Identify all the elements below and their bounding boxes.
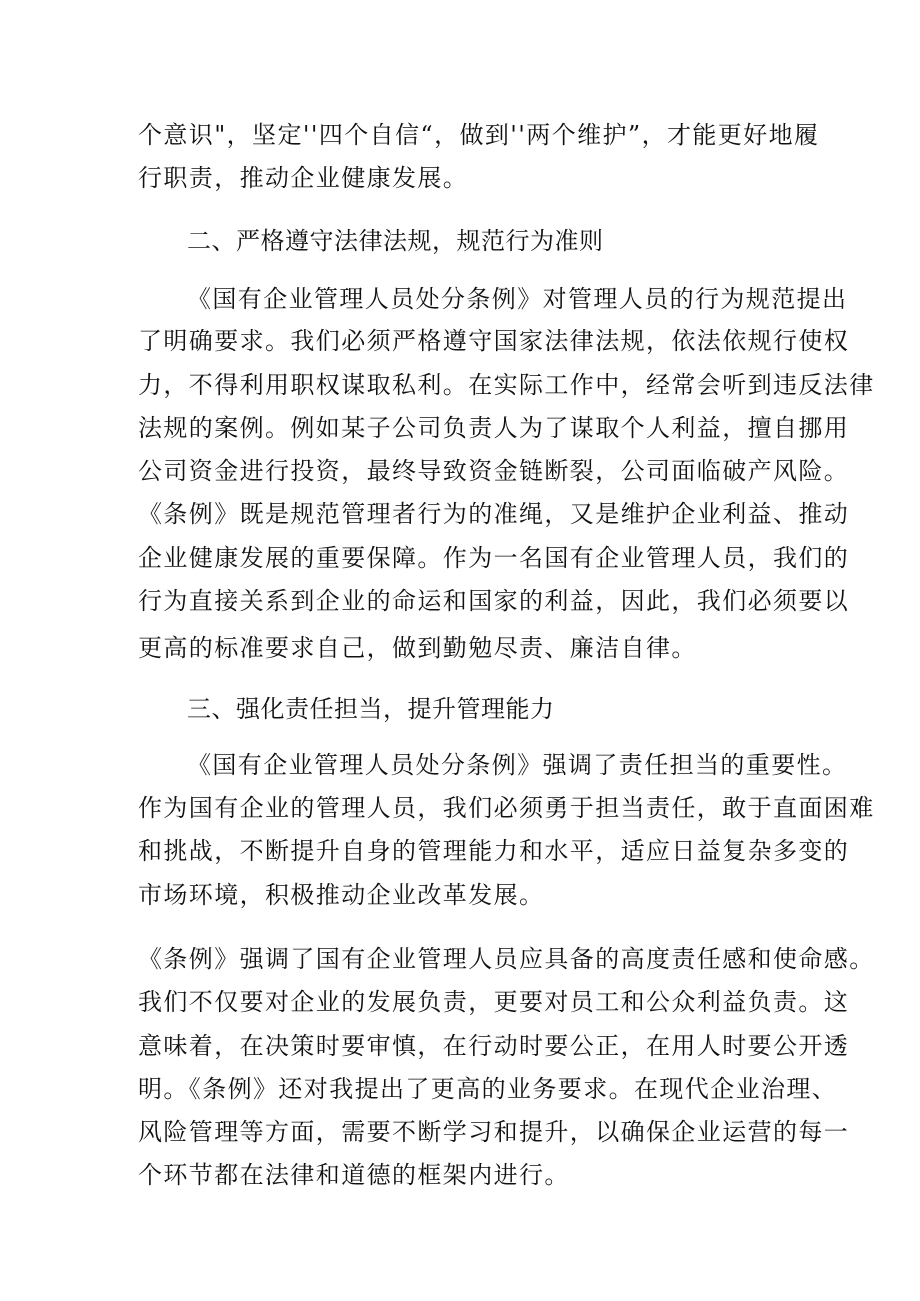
section-2-line-2: 了明确要求。我们必须严格遵守国家法律法规，依法依规行使权: [138, 327, 850, 355]
intro-line-2: 行职责，推动企业健康发展。: [138, 164, 469, 192]
section-3-heading: 三、强化责任担当，提升管理能力: [187, 695, 555, 723]
section-3-para2-line-6: 个环节都在法律和道德的框架内进行。: [138, 1161, 570, 1189]
section-3-para2-line-3: 意味着，在决策时要审慎，在行动时要公正，在用人时要公开透: [138, 1032, 850, 1060]
section-3-para1-line-3: 和挑战，不断提升自身的管理能力和水平，适应日益复杂多变的: [138, 837, 850, 865]
section-3-para2-line-4: 明。《条例》还对我提出了更高的业务要求。在现代企业治理、: [138, 1075, 838, 1103]
section-2-line-5: 公司资金进行投资，最终导致资金链断裂，公司面临破产风险。: [138, 457, 850, 485]
section-3-para1-line-4: 市场环境，积极推动企业改革发展。: [138, 881, 545, 909]
section-2-line-1: 《国有企业管理人员处分条例》对管理人员的行为规范提出: [187, 285, 848, 313]
section-2-line-7: 企业健康发展的重要保障。作为一名国有企业管理人员，我们的: [138, 544, 850, 572]
section-2-line-4: 法规的案例。例如某子公司负责人为了谋取个人利益，擅自挪用: [138, 414, 850, 442]
section-2-line-9: 更高的标准要求自己，做到勤勉尽责、廉洁自律。: [138, 634, 697, 662]
section-2-line-8: 行为直接关系到企业的命运和国家的利益，因此，我们必须要以: [138, 587, 850, 615]
section-3-para1-line-1: 《国有企业管理人员处分条例》强调了责任担当的重要性。: [187, 751, 848, 779]
section-3-para1-line-2: 作为国有企业的管理人员，我们必须勇于担当责任，敢于直面困难: [138, 794, 875, 822]
section-2-line-6: 《条例》既是规范管理者行为的准绳，又是维护企业利益、推动: [138, 500, 850, 528]
section-3-para2-line-1: 《条例》强调了国有企业管理人员应具备的高度责任感和使命感。: [138, 945, 875, 973]
section-2-line-3: 力，不得利用职权谋取私利。在实际工作中，经常会听到违反法律: [138, 371, 875, 399]
section-3-para2-line-2: 我们不仅要对企业的发展负责，更要对员工和公众利益负责。这: [138, 988, 850, 1016]
intro-line-1: 个意识"，坚定''四个自信“，做到''两个维护”，才能更好地履: [138, 121, 820, 149]
section-3-para2-line-5: 风险管理等方面，需要不断学习和提升，以确保企业运营的每一: [138, 1118, 850, 1146]
section-2-heading: 二、严格遵守法律法规，规范行为准则: [187, 227, 604, 255]
